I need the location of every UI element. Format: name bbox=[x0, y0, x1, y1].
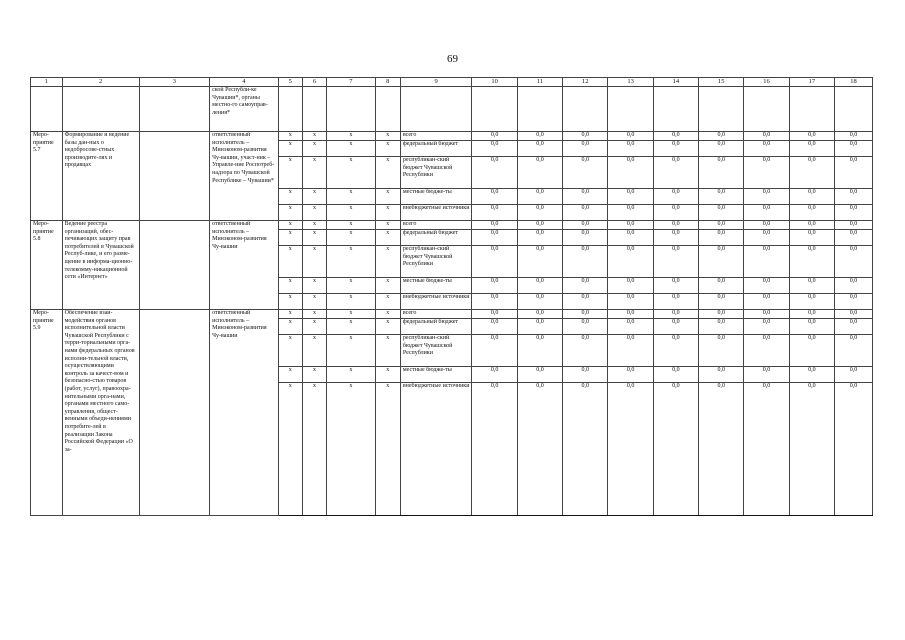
x-mark-cell: х bbox=[278, 221, 302, 230]
event-name: Обеспечение взаи-модействия органов исполнительной власти Чувашской Республики с терри-ториальными орга-нами федеральных органов исполни-тельной власти, осуществляющими контроль за качест-вом и безопасно-стью товаров (работ, услуг), правоохра-нительными орга-нами, органами местного само-управления, общест-венными объеди-нениями потребите-лей в реализации Закона Российской Федерации «О за- bbox=[62, 310, 139, 516]
funding-source: внебюджетные источники bbox=[400, 205, 472, 221]
amount-cell: 0,0 bbox=[472, 383, 517, 516]
amount-cell: 0,0 bbox=[472, 141, 517, 157]
amount-cell: 0,0 bbox=[744, 335, 789, 367]
amount-cell: 0,0 bbox=[653, 319, 698, 335]
amount-cell: 0,0 bbox=[789, 230, 834, 246]
amount-cell: 0,0 bbox=[789, 132, 834, 141]
empty-cell bbox=[139, 87, 210, 132]
amount-cell: 0,0 bbox=[608, 294, 653, 310]
header-cell: 4 bbox=[210, 78, 278, 87]
amount-cell: 0,0 bbox=[517, 230, 562, 246]
x-mark-cell: х bbox=[278, 157, 302, 189]
x-mark-cell: х bbox=[278, 132, 302, 141]
amount-cell: 0,0 bbox=[744, 189, 789, 205]
amount-cell: 0,0 bbox=[608, 132, 653, 141]
header-cell: 16 bbox=[744, 78, 789, 87]
header-cell: 6 bbox=[302, 78, 326, 87]
amount-cell: 0,0 bbox=[834, 205, 872, 221]
header-cell: 18 bbox=[834, 78, 872, 87]
amount-cell: 0,0 bbox=[608, 335, 653, 367]
amount-cell: 0,0 bbox=[517, 141, 562, 157]
amount-cell: 0,0 bbox=[472, 278, 517, 294]
funding-source: республикан-ский бюджет Чувашской Республики bbox=[400, 335, 472, 367]
table-row bbox=[31, 221, 873, 230]
x-mark-cell: х bbox=[375, 221, 400, 230]
amount-cell: 0,0 bbox=[563, 132, 608, 141]
x-mark-cell: х bbox=[278, 335, 302, 367]
x-mark-cell: х bbox=[278, 367, 302, 383]
amount-cell: 0,0 bbox=[744, 246, 789, 278]
amount-cell: 0,0 bbox=[517, 367, 562, 383]
x-mark-cell: х bbox=[278, 278, 302, 294]
amount-cell: 0,0 bbox=[834, 367, 872, 383]
amount-cell: 0,0 bbox=[653, 310, 698, 319]
amount-cell: 0,0 bbox=[789, 157, 834, 189]
header-row bbox=[31, 78, 873, 87]
amount-cell: 0,0 bbox=[699, 157, 744, 189]
amount-cell: 0,0 bbox=[608, 367, 653, 383]
event-col3 bbox=[139, 310, 210, 516]
x-mark-cell: х bbox=[327, 294, 375, 310]
amount-cell: 0,0 bbox=[653, 205, 698, 221]
x-mark-cell: х bbox=[327, 335, 375, 367]
x-mark-cell: х bbox=[327, 230, 375, 246]
event-responsible: ответственный исполнитель – Минэконом-развития Чу-вашии, участ-ник – Управле-ние Роспотреб-надзора по Чувашской Республике – Чувашии* bbox=[210, 132, 278, 221]
amount-cell: 0,0 bbox=[653, 335, 698, 367]
x-mark-cell: х bbox=[278, 189, 302, 205]
amount-cell: 0,0 bbox=[744, 141, 789, 157]
header-cell: 1 bbox=[31, 78, 63, 87]
amount-cell: 0,0 bbox=[563, 383, 608, 516]
amount-cell: 0,0 bbox=[472, 246, 517, 278]
amount-cell: 0,0 bbox=[472, 230, 517, 246]
amount-cell: 0,0 bbox=[608, 189, 653, 205]
amount-cell: 0,0 bbox=[472, 319, 517, 335]
amount-cell: 0,0 bbox=[834, 132, 872, 141]
x-mark-cell: х bbox=[327, 132, 375, 141]
empty-cell bbox=[834, 87, 872, 132]
amount-cell: 0,0 bbox=[699, 205, 744, 221]
x-mark-cell: х bbox=[278, 141, 302, 157]
amount-cell: 0,0 bbox=[789, 367, 834, 383]
x-mark-cell: х bbox=[375, 246, 400, 278]
x-mark-cell: х bbox=[375, 294, 400, 310]
amount-cell: 0,0 bbox=[517, 189, 562, 205]
amount-cell: 0,0 bbox=[517, 310, 562, 319]
amount-cell: 0,0 bbox=[834, 141, 872, 157]
x-mark-cell: х bbox=[302, 189, 326, 205]
amount-cell: 0,0 bbox=[744, 157, 789, 189]
x-mark-cell: х bbox=[327, 205, 375, 221]
event-responsible: ответственный исполнитель – Минэконом-развития Чу-вашии bbox=[210, 310, 278, 516]
amount-cell: 0,0 bbox=[608, 205, 653, 221]
x-mark-cell: х bbox=[302, 335, 326, 367]
amount-cell: 0,0 bbox=[563, 205, 608, 221]
amount-cell: 0,0 bbox=[834, 189, 872, 205]
amount-cell: 0,0 bbox=[789, 141, 834, 157]
amount-cell: 0,0 bbox=[563, 189, 608, 205]
funding-source: федеральный бюджет bbox=[400, 141, 472, 157]
amount-cell: 0,0 bbox=[472, 189, 517, 205]
amount-cell: 0,0 bbox=[699, 383, 744, 516]
budget-table bbox=[30, 77, 873, 516]
amount-cell: 0,0 bbox=[789, 246, 834, 278]
x-mark-cell: х bbox=[327, 383, 375, 516]
amount-cell: 0,0 bbox=[834, 221, 872, 230]
funding-source: внебюджетные источники bbox=[400, 383, 472, 516]
x-mark-cell: х bbox=[278, 230, 302, 246]
header-cell: 14 bbox=[653, 78, 698, 87]
amount-cell: 0,0 bbox=[472, 157, 517, 189]
event-name: Формирование и ведение базы дан-ных о недобросове-стных производите-лях и продавцах bbox=[62, 132, 139, 221]
x-mark-cell: х bbox=[375, 310, 400, 319]
header-cell: 7 bbox=[327, 78, 375, 87]
amount-cell: 0,0 bbox=[744, 132, 789, 141]
amount-cell: 0,0 bbox=[699, 278, 744, 294]
x-mark-cell: х bbox=[327, 246, 375, 278]
funding-source: федеральный бюджет bbox=[400, 319, 472, 335]
amount-cell: 0,0 bbox=[517, 335, 562, 367]
amount-cell: 0,0 bbox=[699, 189, 744, 205]
amount-cell: 0,0 bbox=[834, 230, 872, 246]
header-cell: 5 bbox=[278, 78, 302, 87]
amount-cell: 0,0 bbox=[744, 205, 789, 221]
x-mark-cell: х bbox=[375, 335, 400, 367]
amount-cell: 0,0 bbox=[472, 294, 517, 310]
header-cell: 10 bbox=[472, 78, 517, 87]
empty-cell bbox=[472, 87, 517, 132]
header-cell: 2 bbox=[62, 78, 139, 87]
amount-cell: 0,0 bbox=[563, 141, 608, 157]
empty-cell bbox=[744, 87, 789, 132]
amount-cell: 0,0 bbox=[517, 132, 562, 141]
amount-cell: 0,0 bbox=[608, 230, 653, 246]
amount-cell: 0,0 bbox=[563, 157, 608, 189]
x-mark-cell: х bbox=[375, 132, 400, 141]
amount-cell: 0,0 bbox=[608, 157, 653, 189]
amount-cell: 0,0 bbox=[789, 278, 834, 294]
amount-cell: 0,0 bbox=[789, 335, 834, 367]
amount-cell: 0,0 bbox=[517, 319, 562, 335]
header-cell: 12 bbox=[563, 78, 608, 87]
empty-cell bbox=[653, 87, 698, 132]
amount-cell: 0,0 bbox=[789, 294, 834, 310]
amount-cell: 0,0 bbox=[834, 335, 872, 367]
x-mark-cell: х bbox=[302, 230, 326, 246]
empty-cell bbox=[789, 87, 834, 132]
amount-cell: 0,0 bbox=[653, 246, 698, 278]
amount-cell: 0,0 bbox=[608, 278, 653, 294]
amount-cell: 0,0 bbox=[653, 157, 698, 189]
x-mark-cell: х bbox=[302, 383, 326, 516]
amount-cell: 0,0 bbox=[699, 294, 744, 310]
x-mark-cell: х bbox=[278, 246, 302, 278]
empty-cell bbox=[375, 87, 400, 132]
amount-cell: 0,0 bbox=[834, 278, 872, 294]
event-code: Меро-приятие 5.7 bbox=[31, 132, 63, 221]
empty-cell bbox=[31, 87, 63, 132]
x-mark-cell: х bbox=[375, 141, 400, 157]
funding-source: республикан-ский бюджет Чувашской Республики bbox=[400, 157, 472, 189]
x-mark-cell: х bbox=[302, 246, 326, 278]
amount-cell: 0,0 bbox=[608, 310, 653, 319]
x-mark-cell: х bbox=[327, 157, 375, 189]
amount-cell: 0,0 bbox=[699, 230, 744, 246]
amount-cell: 0,0 bbox=[563, 230, 608, 246]
amount-cell: 0,0 bbox=[789, 319, 834, 335]
amount-cell: 0,0 bbox=[744, 221, 789, 230]
amount-cell: 0,0 bbox=[699, 335, 744, 367]
funding-source: всего bbox=[400, 221, 472, 230]
empty-cell bbox=[517, 87, 562, 132]
amount-cell: 0,0 bbox=[608, 221, 653, 230]
empty-cell bbox=[563, 87, 608, 132]
responsible-continuation: ской Республи-ке Чувашии*, органы местно-го самоуправ-ления* bbox=[210, 87, 278, 132]
x-mark-cell: х bbox=[375, 319, 400, 335]
continuation-row bbox=[31, 87, 873, 132]
amount-cell: 0,0 bbox=[653, 278, 698, 294]
amount-cell: 0,0 bbox=[699, 221, 744, 230]
x-mark-cell: х bbox=[302, 157, 326, 189]
amount-cell: 0,0 bbox=[744, 319, 789, 335]
empty-cell bbox=[400, 87, 472, 132]
amount-cell: 0,0 bbox=[744, 367, 789, 383]
x-mark-cell: х bbox=[327, 141, 375, 157]
amount-cell: 0,0 bbox=[517, 383, 562, 516]
amount-cell: 0,0 bbox=[789, 310, 834, 319]
amount-cell: 0,0 bbox=[789, 205, 834, 221]
event-col3 bbox=[139, 132, 210, 221]
header-cell: 17 bbox=[789, 78, 834, 87]
amount-cell: 0,0 bbox=[744, 294, 789, 310]
funding-source: всего bbox=[400, 132, 472, 141]
amount-cell: 0,0 bbox=[517, 157, 562, 189]
header-cell: 15 bbox=[699, 78, 744, 87]
amount-cell: 0,0 bbox=[653, 132, 698, 141]
x-mark-cell: х bbox=[278, 294, 302, 310]
amount-cell: 0,0 bbox=[472, 335, 517, 367]
x-mark-cell: х bbox=[375, 189, 400, 205]
amount-cell: 0,0 bbox=[608, 383, 653, 516]
table-row bbox=[31, 132, 873, 141]
funding-source: местные бюдже-ты bbox=[400, 278, 472, 294]
x-mark-cell: х bbox=[278, 310, 302, 319]
amount-cell: 0,0 bbox=[789, 189, 834, 205]
x-mark-cell: х bbox=[302, 310, 326, 319]
x-mark-cell: х bbox=[327, 310, 375, 319]
amount-cell: 0,0 bbox=[699, 132, 744, 141]
x-mark-cell: х bbox=[302, 278, 326, 294]
event-code: Меро-приятие 5.9 bbox=[31, 310, 63, 516]
amount-cell: 0,0 bbox=[653, 189, 698, 205]
x-mark-cell: х bbox=[327, 221, 375, 230]
x-mark-cell: х bbox=[375, 205, 400, 221]
amount-cell: 0,0 bbox=[563, 278, 608, 294]
amount-cell: 0,0 bbox=[472, 367, 517, 383]
event-code: Меро-приятие 5.8 bbox=[31, 221, 63, 310]
funding-source: местные бюдже-ты bbox=[400, 367, 472, 383]
x-mark-cell: х bbox=[302, 205, 326, 221]
amount-cell: 0,0 bbox=[834, 246, 872, 278]
x-mark-cell: х bbox=[302, 132, 326, 141]
amount-cell: 0,0 bbox=[834, 319, 872, 335]
x-mark-cell: х bbox=[327, 319, 375, 335]
table-row bbox=[31, 310, 873, 319]
empty-cell bbox=[327, 87, 375, 132]
x-mark-cell: х bbox=[375, 367, 400, 383]
amount-cell: 0,0 bbox=[517, 221, 562, 230]
amount-cell: 0,0 bbox=[472, 310, 517, 319]
x-mark-cell: х bbox=[278, 319, 302, 335]
amount-cell: 0,0 bbox=[653, 141, 698, 157]
amount-cell: 0,0 bbox=[744, 278, 789, 294]
funding-source: местные бюдже-ты bbox=[400, 189, 472, 205]
x-mark-cell: х bbox=[327, 278, 375, 294]
header-cell: 9 bbox=[400, 78, 472, 87]
funding-source: республикан-ский бюджет Чувашской Республики bbox=[400, 246, 472, 278]
amount-cell: 0,0 bbox=[789, 383, 834, 516]
amount-cell: 0,0 bbox=[517, 294, 562, 310]
x-mark-cell: х bbox=[302, 221, 326, 230]
amount-cell: 0,0 bbox=[472, 221, 517, 230]
amount-cell: 0,0 bbox=[563, 294, 608, 310]
empty-cell bbox=[278, 87, 302, 132]
amount-cell: 0,0 bbox=[744, 383, 789, 516]
amount-cell: 0,0 bbox=[472, 132, 517, 141]
empty-cell bbox=[62, 87, 139, 132]
x-mark-cell: х bbox=[302, 319, 326, 335]
x-mark-cell: х bbox=[278, 205, 302, 221]
amount-cell: 0,0 bbox=[472, 205, 517, 221]
amount-cell: 0,0 bbox=[608, 319, 653, 335]
event-name: Ведение реестра организаций, обес-печивающих защиту прав потребителей в Чувашской Респуб-лике, и его разме-щение в информа-ционно-телекомму-никационной сети «Интернет» bbox=[62, 221, 139, 310]
amount-cell: 0,0 bbox=[834, 294, 872, 310]
header-cell: 13 bbox=[608, 78, 653, 87]
x-mark-cell: х bbox=[278, 383, 302, 516]
amount-cell: 0,0 bbox=[563, 319, 608, 335]
amount-cell: 0,0 bbox=[699, 367, 744, 383]
page-number: 69 bbox=[447, 53, 458, 65]
amount-cell: 0,0 bbox=[653, 230, 698, 246]
amount-cell: 0,0 bbox=[563, 246, 608, 278]
amount-cell: 0,0 bbox=[517, 205, 562, 221]
x-mark-cell: х bbox=[302, 294, 326, 310]
amount-cell: 0,0 bbox=[563, 367, 608, 383]
amount-cell: 0,0 bbox=[608, 246, 653, 278]
header-cell: 11 bbox=[517, 78, 562, 87]
empty-cell bbox=[302, 87, 326, 132]
amount-cell: 0,0 bbox=[699, 310, 744, 319]
funding-source: внебюджетные источники bbox=[400, 294, 472, 310]
amount-cell: 0,0 bbox=[834, 157, 872, 189]
empty-cell bbox=[699, 87, 744, 132]
amount-cell: 0,0 bbox=[563, 335, 608, 367]
funding-source: федеральный бюджет bbox=[400, 230, 472, 246]
amount-cell: 0,0 bbox=[653, 383, 698, 516]
amount-cell: 0,0 bbox=[699, 141, 744, 157]
amount-cell: 0,0 bbox=[608, 141, 653, 157]
event-responsible: ответственный исполнитель – Минэконом-развития Чу-вашии bbox=[210, 221, 278, 310]
empty-cell bbox=[608, 87, 653, 132]
x-mark-cell: х bbox=[375, 157, 400, 189]
amount-cell: 0,0 bbox=[834, 383, 872, 516]
x-mark-cell: х bbox=[375, 278, 400, 294]
x-mark-cell: х bbox=[375, 383, 400, 516]
amount-cell: 0,0 bbox=[789, 221, 834, 230]
amount-cell: 0,0 bbox=[517, 278, 562, 294]
amount-cell: 0,0 bbox=[653, 367, 698, 383]
x-mark-cell: х bbox=[327, 189, 375, 205]
x-mark-cell: х bbox=[302, 141, 326, 157]
amount-cell: 0,0 bbox=[744, 230, 789, 246]
funding-source: всего bbox=[400, 310, 472, 319]
amount-cell: 0,0 bbox=[834, 310, 872, 319]
x-mark-cell: х bbox=[302, 367, 326, 383]
amount-cell: 0,0 bbox=[653, 294, 698, 310]
amount-cell: 0,0 bbox=[699, 246, 744, 278]
amount-cell: 0,0 bbox=[563, 310, 608, 319]
amount-cell: 0,0 bbox=[653, 221, 698, 230]
amount-cell: 0,0 bbox=[517, 246, 562, 278]
event-col3 bbox=[139, 221, 210, 310]
amount-cell: 0,0 bbox=[744, 310, 789, 319]
x-mark-cell: х bbox=[327, 367, 375, 383]
amount-cell: 0,0 bbox=[699, 319, 744, 335]
header-cell: 3 bbox=[139, 78, 210, 87]
amount-cell: 0,0 bbox=[563, 221, 608, 230]
x-mark-cell: х bbox=[375, 230, 400, 246]
header-cell: 8 bbox=[375, 78, 400, 87]
